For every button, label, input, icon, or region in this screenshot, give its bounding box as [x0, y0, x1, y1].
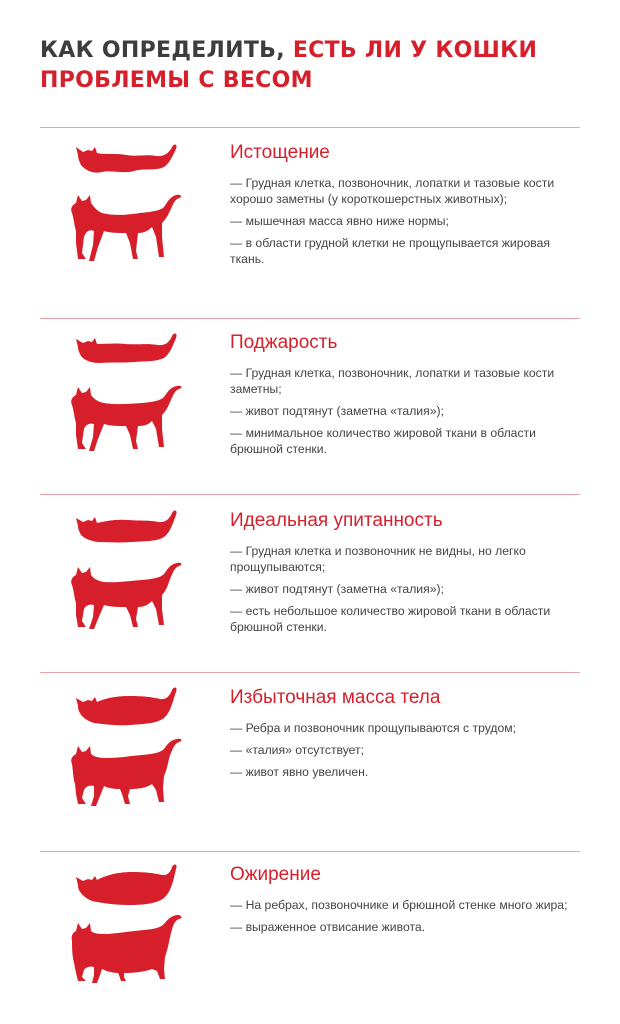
title-line-2: ПРОБЛЕМЫ С ВЕСОМ	[40, 68, 313, 93]
section-bullets	[230, 897, 580, 941]
bullet-item: — Грудная клетка и позвоночник не видны, но легко прощупываются;	[230, 544, 526, 574]
bullet-item: — живот явно увеличен.	[230, 765, 369, 779]
cat-side-view-icon	[64, 738, 194, 818]
bullet-item: — Ребра и позвоночник прощупываются с трудом;	[230, 721, 517, 735]
title-part-2: ЕСТЬ ЛИ У КОШКИ	[292, 38, 538, 63]
cat-silhouettes	[64, 141, 204, 291]
divider-4	[40, 672, 580, 673]
section-heading: Избыточная масса тела	[230, 687, 441, 708]
cat-side-view-icon	[64, 915, 194, 995]
bullet-item: — «талия» отсутствует;	[230, 743, 365, 757]
cat-top-view-icon	[72, 686, 182, 730]
cat-silhouettes	[64, 863, 204, 1013]
cat-silhouettes	[64, 686, 204, 836]
section-bullets	[230, 543, 580, 641]
bullet-item: — минимальное количество жировой ткани в области брюшной стенки.	[230, 426, 536, 456]
cat-top-view-icon	[72, 331, 182, 371]
divider-5	[40, 851, 580, 852]
cat-side-view-icon	[64, 383, 194, 463]
bullet-item: — На ребрах, позвоночнике и брюшной стенке много жира;	[230, 898, 568, 912]
bullet-item: — выраженное отвисание живота.	[230, 920, 426, 934]
section-heading: Истощение	[230, 142, 330, 163]
cat-silhouettes	[64, 509, 204, 659]
page-title	[40, 36, 537, 96]
section-bullets	[230, 365, 580, 463]
divider-2	[40, 318, 580, 319]
cat-side-view-icon	[64, 193, 194, 273]
divider-1	[40, 127, 580, 128]
section-bullets	[230, 720, 580, 786]
cat-top-view-icon	[72, 141, 182, 181]
bullet-item: — живот подтянут (заметна «талия»);	[230, 404, 444, 418]
cat-side-view-icon	[64, 561, 194, 641]
cat-top-view-icon	[72, 509, 182, 549]
bullet-item: — есть небольшое количество жировой ткани в области брюшной стенки.	[230, 604, 551, 634]
title-part-1: КАК ОПРЕДЕЛИТЬ,	[40, 38, 293, 63]
bullet-item: — живот подтянут (заметна «талия»);	[230, 582, 444, 596]
cat-silhouettes	[64, 331, 204, 481]
bullet-item: — Грудная клетка, позвоночник, лопатки и тазовые кости хорошо заметны (у короткошерстных животных);	[230, 176, 555, 206]
section-bullets	[230, 175, 580, 273]
section-heading: Идеальная упитанность	[230, 510, 443, 531]
bullet-item: — Грудная клетка, позвоночник, лопатки и тазовые кости заметны;	[230, 366, 555, 396]
divider-3	[40, 494, 580, 495]
section-heading: Поджарость	[230, 332, 338, 353]
bullet-item: — мышечная масса явно ниже нормы;	[230, 214, 449, 228]
section-heading: Ожирение	[230, 864, 321, 885]
bullet-item: — в области грудной клетки не прощупывается жировая ткань.	[230, 236, 550, 266]
cat-top-view-icon	[72, 863, 182, 909]
